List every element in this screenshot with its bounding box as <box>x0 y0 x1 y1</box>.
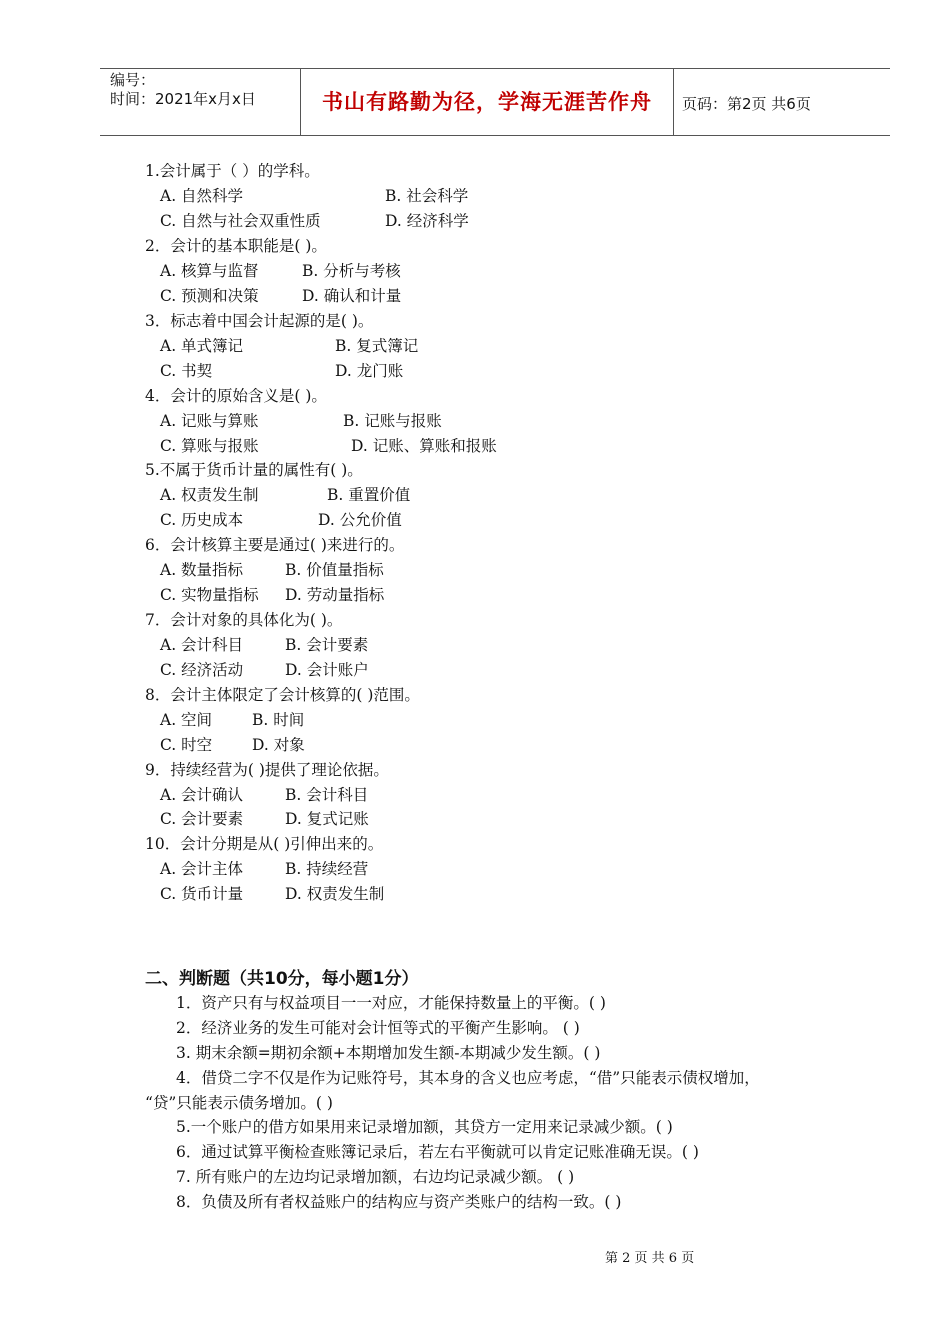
section-title-true-false: 二、判断题（共10分，每小题1分） <box>145 969 419 989</box>
tf-item-7: 7. 所有账户的左边均记录增加额，右边均记录减少额。 ( ) <box>176 1168 575 1186</box>
question-4: 4．会计的原始含义是( )。 <box>145 387 327 405</box>
option-10a: A. 会计主体 <box>160 860 244 878</box>
header-motto: 书山有路勤为径，学海无涯苦作舟 <box>301 69 674 135</box>
option-5b: B. 重置价值 <box>327 486 411 504</box>
option-10b: B. 持续经营 <box>285 860 369 878</box>
option-8b: B. 时间 <box>252 711 305 729</box>
option-9b: B. 会计科目 <box>285 786 369 804</box>
option-7a: A. 会计科目 <box>160 636 244 654</box>
tf-item-4: 4．借贷二字不仅是作为记账符号，其本身的含义也应考虑，“借”只能表示债权增加， <box>176 1069 760 1087</box>
option-2a: A. 核算与监督 <box>160 262 259 280</box>
tf-item-4-cont: “贷”只能表示债务增加。( ) <box>145 1094 333 1112</box>
tf-item-5: 5.一个账户的借方如果用来记录增加额，其贷方一定用来记录减少额。( ) <box>176 1118 673 1136</box>
option-6c: C. 实物量指标 <box>160 586 259 604</box>
option-7d: D. 会计账户 <box>285 661 369 679</box>
option-8c: C. 时空 <box>160 736 213 754</box>
question-6: 6．会计核算主要是通过( )来进行的。 <box>145 536 405 554</box>
question-9: 9．持续经营为( )提供了理论依据。 <box>145 761 389 779</box>
tf-item-2: 2．经济业务的发生可能对会计恒等式的平衡产生影响。 ( ) <box>176 1019 580 1037</box>
option-1b: B. 社会科学 <box>385 187 469 205</box>
option-2d: D. 确认和计量 <box>302 287 402 305</box>
tf-item-3: 3. 期末余额=期初余额+本期增加发生额-本期减少发生额。( ) <box>176 1044 601 1062</box>
date-label: 时间：2021年x月x日 <box>110 90 256 108</box>
question-10: 10．会计分期是从( )引伸出来的。 <box>145 835 384 853</box>
option-7c: C. 经济活动 <box>160 661 244 679</box>
option-2c: C. 预测和决策 <box>160 287 259 305</box>
option-8a: A. 空间 <box>160 711 213 729</box>
option-3d: D. 龙门账 <box>335 362 404 380</box>
question-1: 1.会计属于（ ）的学科。 <box>145 162 320 180</box>
option-1c: C. 自然与社会双重性质 <box>160 212 321 230</box>
tf-item-1: 1．资产只有与权益项目一一对应，才能保持数量上的平衡。( ) <box>176 994 606 1012</box>
option-2b: B. 分析与考核 <box>302 262 401 280</box>
option-7b: B. 会计要素 <box>285 636 369 654</box>
option-3c: C. 书契 <box>160 362 213 380</box>
question-5: 5.不属于货币计量的属性有( )。 <box>145 461 363 479</box>
option-4d: D. 记账、算账和报账 <box>351 437 497 455</box>
option-5c: C. 历史成本 <box>160 511 244 529</box>
tf-item-8: 8．负债及所有者权益账户的结构应与资产类账户的结构一致。( ) <box>176 1193 622 1211</box>
option-10d: D. 权责发生制 <box>285 885 385 903</box>
option-6a: A. 数量指标 <box>160 561 244 579</box>
question-3: 3．标志着中国会计起源的是( )。 <box>145 312 374 330</box>
header-meta <box>100 69 301 135</box>
option-6b: B. 价值量指标 <box>285 561 384 579</box>
option-1d: D. 经济科学 <box>385 212 469 230</box>
page-footer: 第 2 页 共 6 页 <box>605 1251 695 1266</box>
tf-item-6: 6．通过试算平衡检查账簿记录后，若左右平衡就可以肯定记账准确无误。( ) <box>176 1143 699 1161</box>
option-1a: A. 自然科学 <box>160 187 244 205</box>
option-10c: C. 货币计量 <box>160 885 244 903</box>
option-9c: C. 会计要素 <box>160 810 244 828</box>
option-8d: D. 对象 <box>252 736 305 754</box>
header-page-info: 页码：第2页 共6页 <box>682 95 811 113</box>
option-9a: A. 会计确认 <box>160 786 244 804</box>
page-header <box>100 68 890 136</box>
option-5a: A. 权责发生制 <box>160 486 259 504</box>
option-9d: D. 复式记账 <box>285 810 369 828</box>
document-number-label: 编号： <box>110 71 156 89</box>
option-4a: A. 记账与算账 <box>160 412 259 430</box>
option-5d: D. 公允价值 <box>318 511 402 529</box>
question-8: 8．会计主体限定了会计核算的( )范围。 <box>145 686 420 704</box>
option-6d: D. 劳动量指标 <box>285 586 385 604</box>
option-3a: A. 单式簿记 <box>160 337 244 355</box>
question-7: 7．会计对象的具体化为( )。 <box>145 611 343 629</box>
option-4b: B. 记账与报账 <box>343 412 442 430</box>
option-4c: C. 算账与报账 <box>160 437 259 455</box>
option-3b: B. 复式簿记 <box>335 337 419 355</box>
question-2: 2．会计的基本职能是( )。 <box>145 237 327 255</box>
